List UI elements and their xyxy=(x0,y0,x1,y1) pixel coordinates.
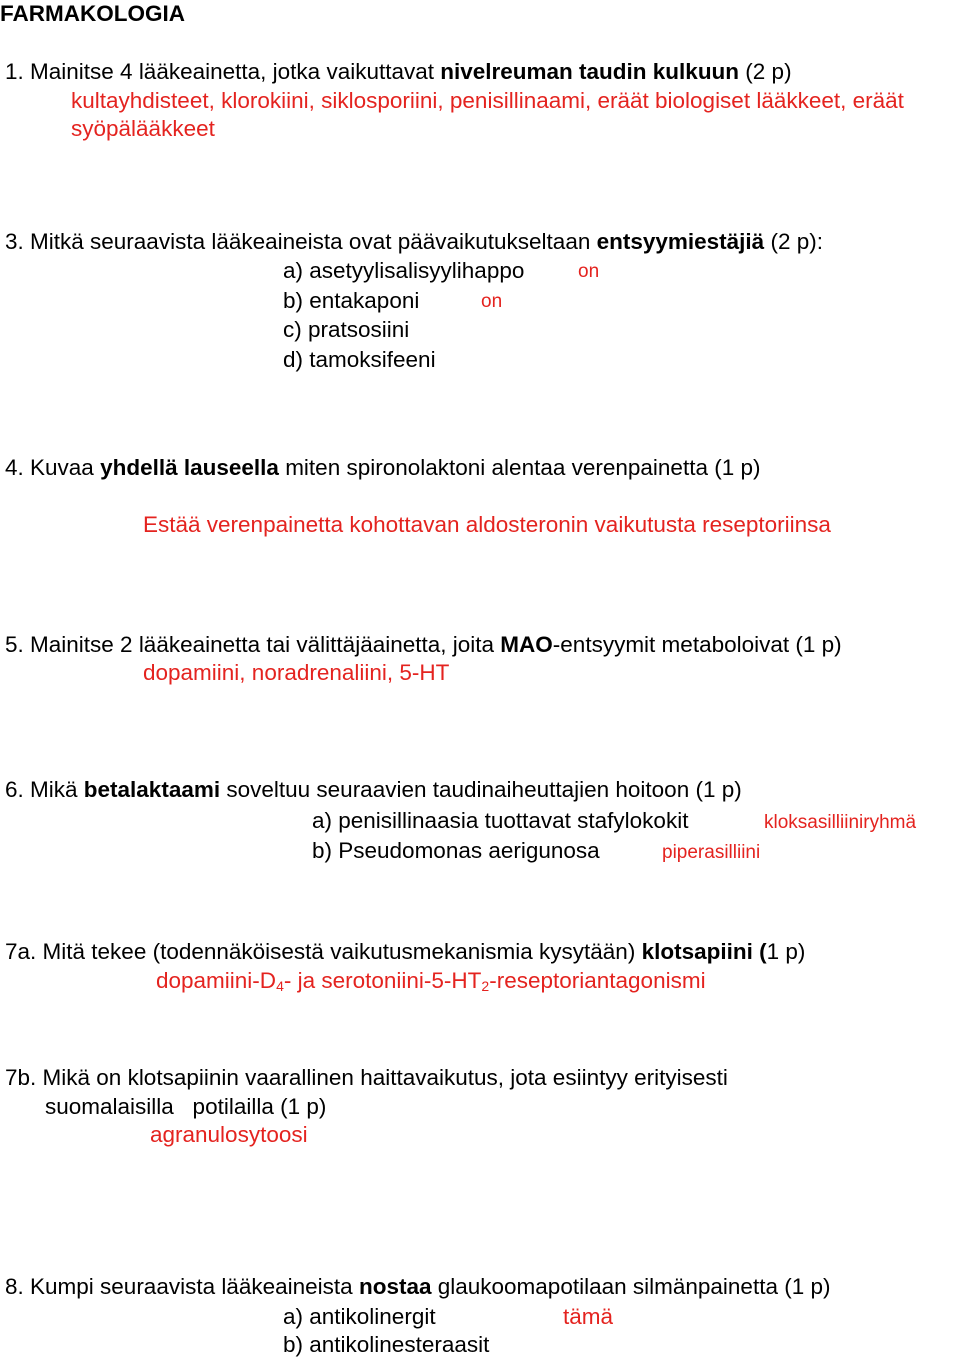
question-5: 5. Mainitse 2 lääkeainetta tai välittäjäainetta, joita MAO-entsyymit metaboloivat (1 p) xyxy=(5,632,842,657)
question-7a: 7a. Mitä tekee (todennäköisestä vaikutusmekanismia kysytään) klotsapiini (1 p) xyxy=(5,939,806,964)
question-1: 1. Mainitse 4 lääkeainetta, jotka vaikuttavat nivelreuman taudin kulkuun (2 p) xyxy=(5,59,792,84)
answer-4: Estää verenpainetta kohottavan aldosteronin vaikutusta reseptoriinsa xyxy=(143,512,831,537)
option-6a: a) penisillinaasia tuottavat stafylokokit xyxy=(312,808,689,833)
answer-6b: piperasilliini xyxy=(662,842,761,863)
option-8a: a) antikolinergit xyxy=(283,1304,436,1329)
question-7b-line-2: suomalaisilla potilailla (1 p) xyxy=(45,1094,327,1119)
answer-7a: dopamiini-$D_4-$ ja serotoniini-$5-HT_2$-reseptoriantagonismi xyxy=(156,968,706,994)
option-3c: c) pratsosiini xyxy=(283,317,410,342)
answer-1-line-1: kultayhdisteet, klorokiini, siklosporiini, penisillinaami, eräät biologiset lääkkeet, eräät xyxy=(71,88,904,113)
answer-6a: kloksasilliiniryhmä xyxy=(764,812,917,833)
question-7b-line-1: 7b. Mikä on klotsapiinin vaarallinen haittavaikutus, jota esiintyy erityisesti xyxy=(5,1065,728,1090)
answer-3b: on xyxy=(481,291,503,312)
option-3d: d) tamoksifeeni xyxy=(283,347,436,372)
answer-3a: on xyxy=(578,261,600,282)
answer-7b: agranulosytoosi xyxy=(150,1122,308,1147)
question-3: 3. Mitkä seuraavista lääkeaineista ovat päävaikutukseltaan entsyymiestäjiä (2 p): xyxy=(5,229,823,254)
answer-8a: tämä xyxy=(563,1304,614,1329)
option-8b: b) antikolinesteraasit xyxy=(283,1332,490,1357)
answer-1-line-2: syöpälääkkeet xyxy=(71,116,215,141)
option-6b: b) Pseudomonas aerigunosa xyxy=(312,838,600,863)
answer-5: dopamiini, noradrenaliini, 5-HT xyxy=(143,660,450,685)
option-3a: a) asetyylisalisyylihappo xyxy=(283,258,525,283)
question-4: 4. Kuvaa yhdellä lauseella miten spironolaktoni alentaa verenpainetta (1 p) xyxy=(5,455,761,480)
question-8: 8. Kumpi seuraavista lääkeaineista nostaa glaukoomapotilaan silmänpainetta (1 p) xyxy=(5,1274,831,1299)
option-3b: b) entakaponi xyxy=(283,288,420,313)
page-title: FARMAKOLOGIA xyxy=(0,1,185,26)
question-6: 6. Mikä betalaktaami soveltuu seuraavien taudinaiheuttajien hoitoon (1 p) xyxy=(5,777,742,802)
